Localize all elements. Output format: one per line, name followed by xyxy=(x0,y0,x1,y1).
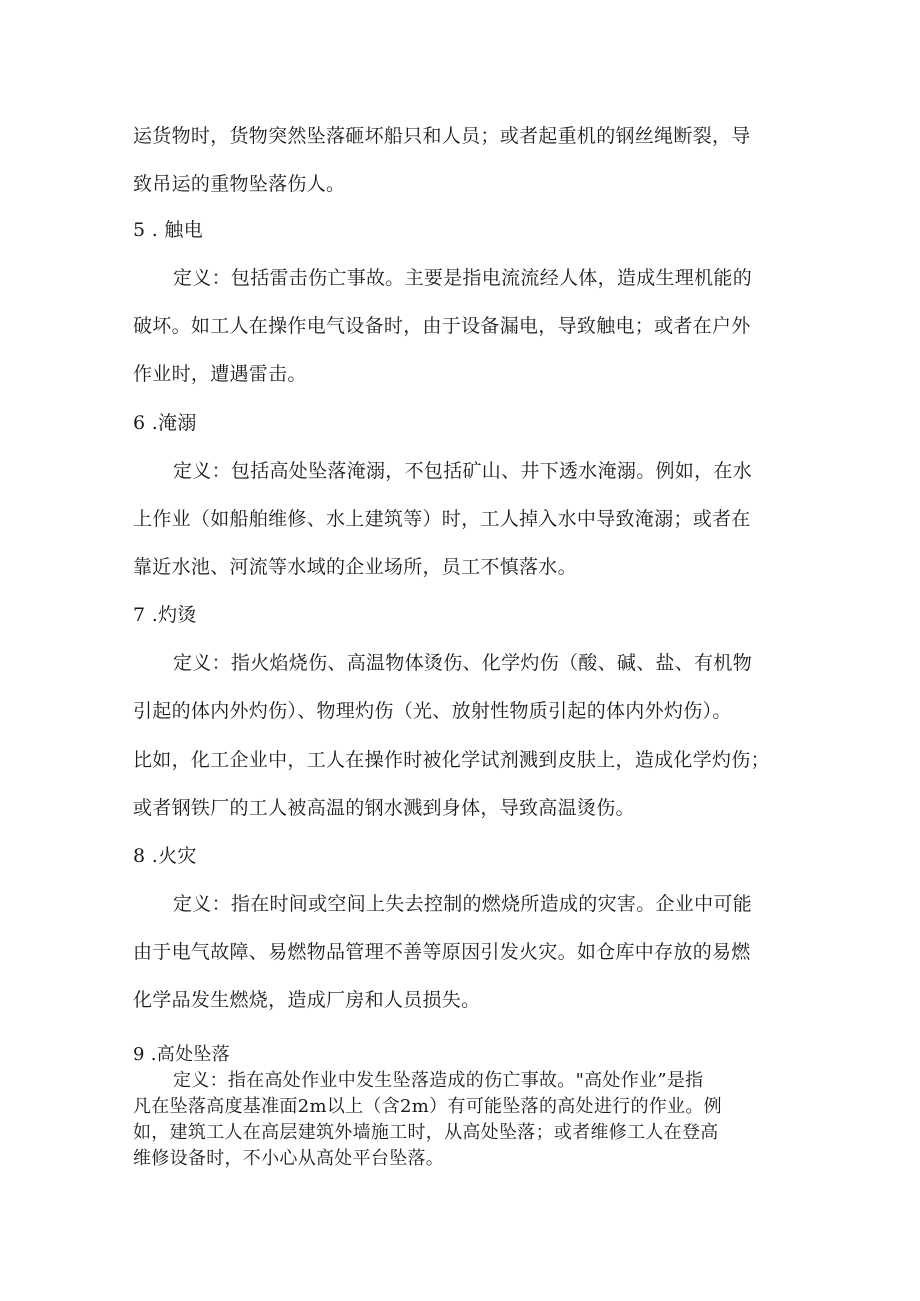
paragraph-line: 上作业（如船舶维修、水上建筑等）时，工人掉入水中导致淹溺；或者在 xyxy=(133,508,751,530)
paragraph-line: 维修设备时，不小心从高处平台坠落。 xyxy=(133,1148,445,1169)
paragraph-line: 靠近水池、河流等水域的企业场所，员工不慎落水。 xyxy=(133,556,577,578)
paragraph-line: 定义：指火焰烧伤、高温物体烫伤、化学灼伤（酸、碱、盐、有机物 xyxy=(173,652,753,674)
paragraph-line: 定义：指在高处作业中发生坠落造成的伤亡事故。"高处作业”是指 xyxy=(173,1070,704,1091)
paragraph-line: 比如，化工企业中，工人在操作时被化学试剂溅到皮肤上，造成化学灼伤； xyxy=(133,749,770,771)
paragraph-line: 定义：包括雷击伤亡事故。主要是指电流流经人体，造成生理机能的 xyxy=(173,267,753,289)
paragraph-line: 定义：指在时间或空间上失去控制的燃烧所造成的灾害。企业中可能 xyxy=(173,893,753,915)
section-heading: 6 .淹溺 xyxy=(133,412,197,434)
paragraph-line: 或者钢铁厂的工人被高温的钢水溅到身体，导致高温烫伤。 xyxy=(133,797,635,819)
paragraph-line: 运货物时，货物突然坠落砸坏船只和人员；或者起重机的钢丝绳断裂，导 xyxy=(133,125,751,147)
paragraph-line: 破坏。如工人在操作电气设备时，由于设备漏电，导致触电；或者在户外 xyxy=(133,315,751,337)
paragraph-line: 定义：包括高处坠落淹溺，不包括矿山、井下透水淹溺。例如，在水 xyxy=(173,460,753,482)
paragraph-line: 作业时，遭遇雷击。 xyxy=(133,363,307,385)
paragraph-line: 致吊运的重物坠落伤人。 xyxy=(133,173,346,195)
section-heading: 5 . 触电 xyxy=(133,219,204,241)
paragraph-line: 由于电气故障、易燃物品管理不善等原因引发火灾。如仓库中存放的易燃 xyxy=(133,941,751,963)
section-heading: 7 .灼烫 xyxy=(133,604,197,626)
paragraph-line: 如，建筑工人在高层建筑外墙施工时，从高处坠落；或者维修工人在登高 xyxy=(133,1122,719,1143)
paragraph-line: 化学品发生燃烧，造成厂房和人员损失。 xyxy=(133,989,481,1011)
section-heading: 8 .火灾 xyxy=(133,845,197,867)
paragraph-line: 引起的体内外灼伤）、物理灼伤（光、放射性物质引起的体内外灼伤）。 xyxy=(133,700,732,722)
paragraph-line: 凡在坠落高度基准面2m以上（含2m）有可能坠落的高处进行的作业。例 xyxy=(133,1096,722,1117)
section-heading: 9 .高处坠落 xyxy=(133,1044,230,1065)
